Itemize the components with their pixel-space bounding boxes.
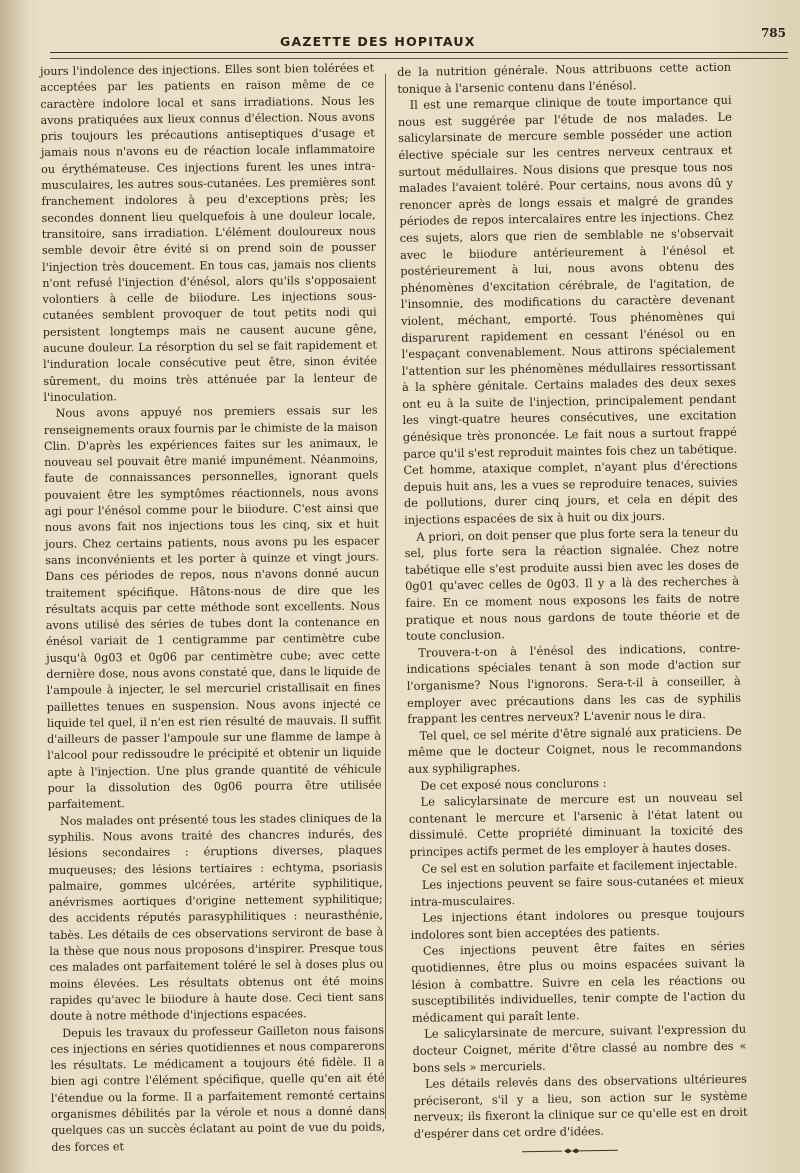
end-ornament	[520, 1146, 620, 1158]
paragraph: De cet exposé nous conclurons :	[420, 775, 607, 793]
left-column	[40, 61, 385, 1156]
paragraph: Nos malades ont présenté tous les stades cliniques de la syphilis. Nous avons traité des chancres indurés, des lésions secondaires : éruptions diverses, plaques muqueuses; des lésions tertiaires : echtyma, psoriasis palmaire, gommes ulcérées, artérite syphilitique, anévrismes aortiques d'origine nettement syphilitique; des accidents réputés parasyphilitiques : neurasthénie, tabès. Les détails de ces observations serviront de base à la thèse que nous nous proposons d'inspirer. Presque tous ces malades ont parfaitement toléré le sel à doses plus ou moins élevées. Les résultats obtenus ont été moins rapides qu'avec le biiodure à haute dose. Ceci tient sans doute à notre méthode d'injections espacées.	[48, 811, 384, 1024]
paragraph: Trouvera-t-on à l'énésol des indications, contre-indications spéciales tenant à son mode d'action sur l'organisme? Nous l'ignorons. Sera-t-il à conseiller, à employer avec précautions dans les cas de syphilis frappant les centres nerveux? L'avenir nous le dira.	[406, 640, 742, 727]
paragraph: jours l'indolence des injections. Elles sont bien tolérées et acceptées par les patients en raison même de ce caractère indolore local et sans irradiations. Nous les avons pratiquées aux lieux connus d'élection. Nous avons pris toujours les précautions antiseptiques d'usage et jamais nous n'avons eu de réaction locale inflammatoire ou érythémateuse. Ces injections furent les unes intra-musculaires, les autres sous-cutanées. Les premières sont franchement indolores à peu d'exceptions près; les secondes donnent lieu quelquefois à une douleur locale, transitoire, sans irradiation. L'élément douloureux nous semble devoir être évité si on prend soin de pousser l'injection très doucement. En tous cas, jamais nos clients n'ont refusé l'injection d'énésol, alors qu'ils s'opposaient volontiers à celle de biiodure. Les injections sous-cutanées semblent provoquer de tout petits nodi qui persistent longtemps mais ne causent aucune gêne, aucune douleur. La résorption du sel se fait rapidement et l'induration locale consécutive peut être, sinon évitée sûrement, du moins très atténuée par la lenteur de l'inoculation.	[40, 61, 378, 404]
paragraph: Depuis les travaux du professeur Gailleton nous faisons ces injections en séries quotidiennes et nous comparerons les résultats. Le médicament a toujours été fidèle. Il a bien agi contre l'élément spécifique, quelle qu'en ait été l'étendue ou la forme. Il a parfaitement remonté certains organismes débilités par la vérole et nous a donné dans quelques cas un succès éclatant au point de vue du poids, des forces et	[50, 1022, 386, 1154]
page-number: 785	[760, 26, 786, 40]
right-column	[397, 59, 748, 1143]
paragraph: Tel quel, ce sel mérite d'être signalé aux praticiens. De même que le docteur Coignet, nous le recommandons aux syphiligraphes.	[407, 723, 742, 776]
paragraph: Ce sel est en solution parfaite et facilement injectable.	[421, 856, 738, 876]
binding-shadow	[0, 0, 28, 1173]
paragraph: Les injections étant indolores ou presque toujours indolores sont bien acceptées des patients.	[410, 905, 745, 942]
running-title: GAZETTE DES HOPITAUX	[280, 34, 476, 49]
paragraph: de la nutrition générale. Nous attribuons cette action tonique à l'arsenic contenu dans l'énésol.	[397, 59, 732, 96]
header-rule	[50, 52, 788, 53]
page-header	[0, 26, 800, 50]
paragraph: Le salicylarsinate de mercure, suivant l'expression du docteur Coignet, mérite d'être classé au nombre des « bons sels » mercuriels.	[412, 1022, 747, 1075]
paragraph: Nous avons appuyé nos premiers essais sur les renseignements oraux fournis par le chimiste de la maison Clin. D'après les expériences faites sur les animaux, le nouveau sel pouvait être manié impunément. Néanmoins, faute de connaissances personnelles, ignorant quels pouvaient être les symptômes réactionnels, nous avons agi pour l'énésol comme pour le biiodure. C'est ainsi que nous avons fait nos injections tous les cinq, six et huit jours. Chez certains patients, nous avons pu les espacer sans inconvénients et les porter à quinze et vingt jours. Dans ces périodes de repos, nous n'avons donné aucun traitement spécifique. Hâtons-nous de dire que les résultats acquis par cette méthode sont excellents. Nous avons utilisé des séries de tubes dont la contenance en énésol variait de 1 centigramme par centimètre cube jusqu'à 0g03 et 0g06 par centimètre cube; avec cette dernière dose, nous avons constaté que, dans le liquide de l'ampoule à injecter, le sel mercuriel cristallisait en fines paillettes tenues en suspension. Nous avons injecté ce liquide tel quel, il n'en est rien résulté de mauvais. Il suffit d'ailleurs de passer l'ampoule sur une flamme de lampe à l'alcool pour redissoudre le précipité et obtenir un liquide apte à l'injection. Une plus grande quantité de véhicule pour la dissolution des 0g06 pourra être utilisée parfaitement.	[43, 403, 382, 812]
paragraph: Les injections peuvent se faire sous-cutanées et mieux intra-musculaires.	[410, 872, 744, 909]
paragraph: Ces injections peuvent être faites en séries quotidiennes, être plus ou moins espacées suivant la lésion à combattre. Suivre en cela les réactions ou susceptibilités individuelles, tenir compte de l'action du médicament qui paraît lente.	[411, 939, 746, 1025]
paragraph: A priori, on doit penser que plus forte sera la teneur du sel, plus forte sera la réaction signalée. Chez notre tabétique elle s'est produite aussi bien avec les doses de 0g01 qu'avec celles de 0g03. Il y a là des recherches à faire. En ce moment nous exposons les faits de notre pratique et nous nous gardons de toute théorie et de toute conclusion.	[404, 524, 740, 644]
paragraph: Les détails relevés dans des observations ultérieures préciseront, s'il y a lieu, son action sur le système nerveux; ils fixeront la clinique sur ce qu'elle est en droit d'espérer dans cet ordre d'idées.	[413, 1071, 748, 1141]
paragraph: Il est une remarque clinique de toute importance qui nous est suggérée par l'étude de nos malades. Le salicylarsinate de mercure semble posséder une action élective spéciale sur les centres nerveux centraux et surtout médullaires. Nous disions que presque tous nos malades l'avaient toléré. Pour certains, nous avons dû y renoncer après de longs essais et malgré de grandes périodes de repos intercalaires entre les injections. Chez ces sujets, alors que rien de semblable ne s'observait avec le biiodure antérieurement à l'énésol et postérieurement à lui, nous avons obtenu des phénomènes d'excitation cérébrale, de l'agitation, de l'insomnie, des modifications du caractère devenant violent, méchant, emporté. Tous phénomènes qui disparurent rapidement en cessant l'énésol ou en l'espaçant convenablement. Nous attirons spécialement l'attention sur les phénomènes médullaires ressortissant à la sphère génitale. Certains malades des deux sexes ont eu à la suite de l'injection, principalement pendant les vingt-quatre heures consécutives, une excitation génésique très prononcée. Le fait nous a surtout frappé parce qu'il s'est reproduit maintes fois chez un tabétique. Cet homme, ataxique complet, n'ayant plus d'érections depuis huit ans, les a vues se reproduire tenaces, suivies de pollutions, durer cinq jours, et cela en dépit des injections espacées de six à huit ou dix jours.	[397, 92, 738, 527]
column-divider	[385, 74, 386, 1119]
paragraph: Le salicylarsinate de mercure est un nouveau sel contenant le mercure et l'arsenic à l'état latent ou dissimulé. Cette propriété diminuant la toxicité des principes actifs permet de les employer à hautes doses.	[408, 789, 744, 859]
